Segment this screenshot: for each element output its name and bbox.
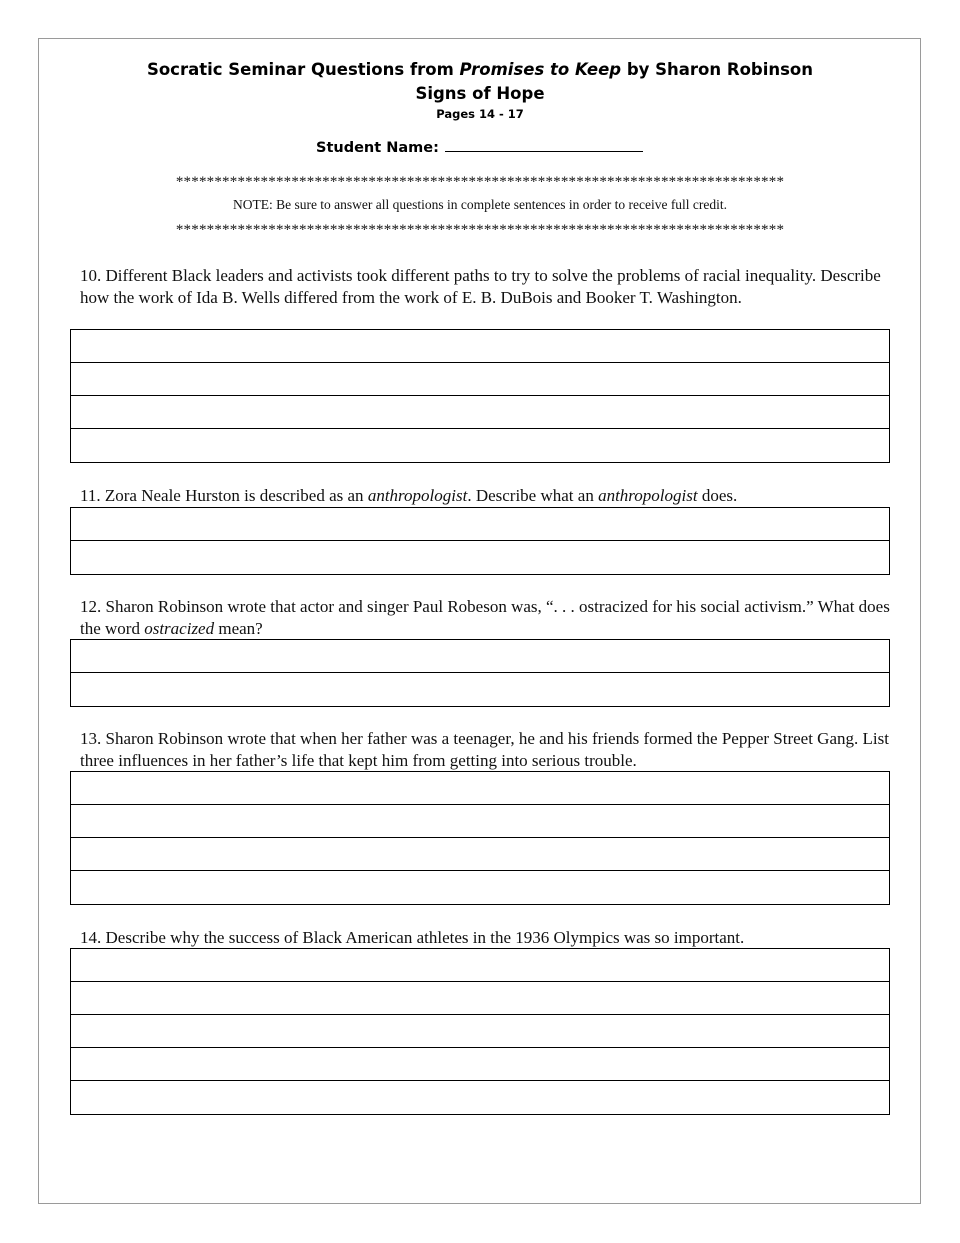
answer-line[interactable] [71, 1081, 889, 1114]
book-title: Promises to Keep [459, 60, 622, 79]
answer-line[interactable] [71, 363, 889, 396]
answer-line[interactable] [71, 805, 889, 838]
answer-box-12[interactable] [70, 639, 890, 707]
question-14: 14. Describe why the success of Black American athletes in the 1936 Olympics was so important. [80, 928, 745, 947]
student-name-line[interactable] [445, 137, 643, 152]
answer-box-11[interactable] [70, 507, 890, 575]
question-10: 10. Different Black leaders and activists took different paths to try to solve the problems of racial inequality. Describe how the work of Ida B. Wells differed from the work of E. B. DuBois and Booker T. Washington. [80, 266, 881, 307]
answer-line[interactable] [71, 508, 889, 541]
instruction-note: NOTE: Be sure to answer all questions in complete sentences in order to receive full credit. [232, 197, 728, 212]
question-13: 13. Sharon Robinson wrote that when her father was a teenager, he and his friends formed the Pepper Street Gang. List three influences in her father’s life that kept him from getting into serious trouble. [80, 729, 889, 770]
answer-box-14[interactable] [70, 948, 890, 1115]
question-12: 12. Sharon Robinson wrote that actor and singer Paul Robeson was, “. . . ostracized for his social activism.” What does the word ostracized mean? [80, 597, 890, 638]
page-range: Pages 14 - 17 [436, 107, 524, 121]
answer-line[interactable] [71, 871, 889, 904]
separator-bottom: ******************************************************************************* [175, 222, 785, 238]
answer-line[interactable] [71, 949, 889, 982]
student-name-label: Student Name: [316, 140, 439, 156]
answer-box-10[interactable] [70, 329, 890, 463]
worksheet-subtitle: Signs of Hope [415, 84, 545, 103]
answer-line[interactable] [71, 396, 889, 429]
answer-line[interactable] [71, 982, 889, 1015]
question-11: 11. Zora Neale Hurston is described as an anthropologist. Describe what an anthropologist does. [80, 486, 738, 505]
answer-line[interactable] [71, 330, 889, 363]
answer-line[interactable] [71, 541, 889, 574]
worksheet-title: Socratic Seminar Questions from Promises to Keep by Sharon Robinson [146, 60, 814, 79]
student-name-field [316, 137, 643, 156]
answer-box-13[interactable] [70, 771, 890, 905]
answer-line[interactable] [71, 429, 889, 462]
answer-line[interactable] [71, 640, 889, 673]
answer-line[interactable] [71, 1048, 889, 1081]
separator-top: ******************************************************************************* [175, 174, 785, 190]
answer-line[interactable] [71, 772, 889, 805]
answer-line[interactable] [71, 838, 889, 871]
answer-line[interactable] [71, 673, 889, 706]
answer-line[interactable] [71, 1015, 889, 1048]
